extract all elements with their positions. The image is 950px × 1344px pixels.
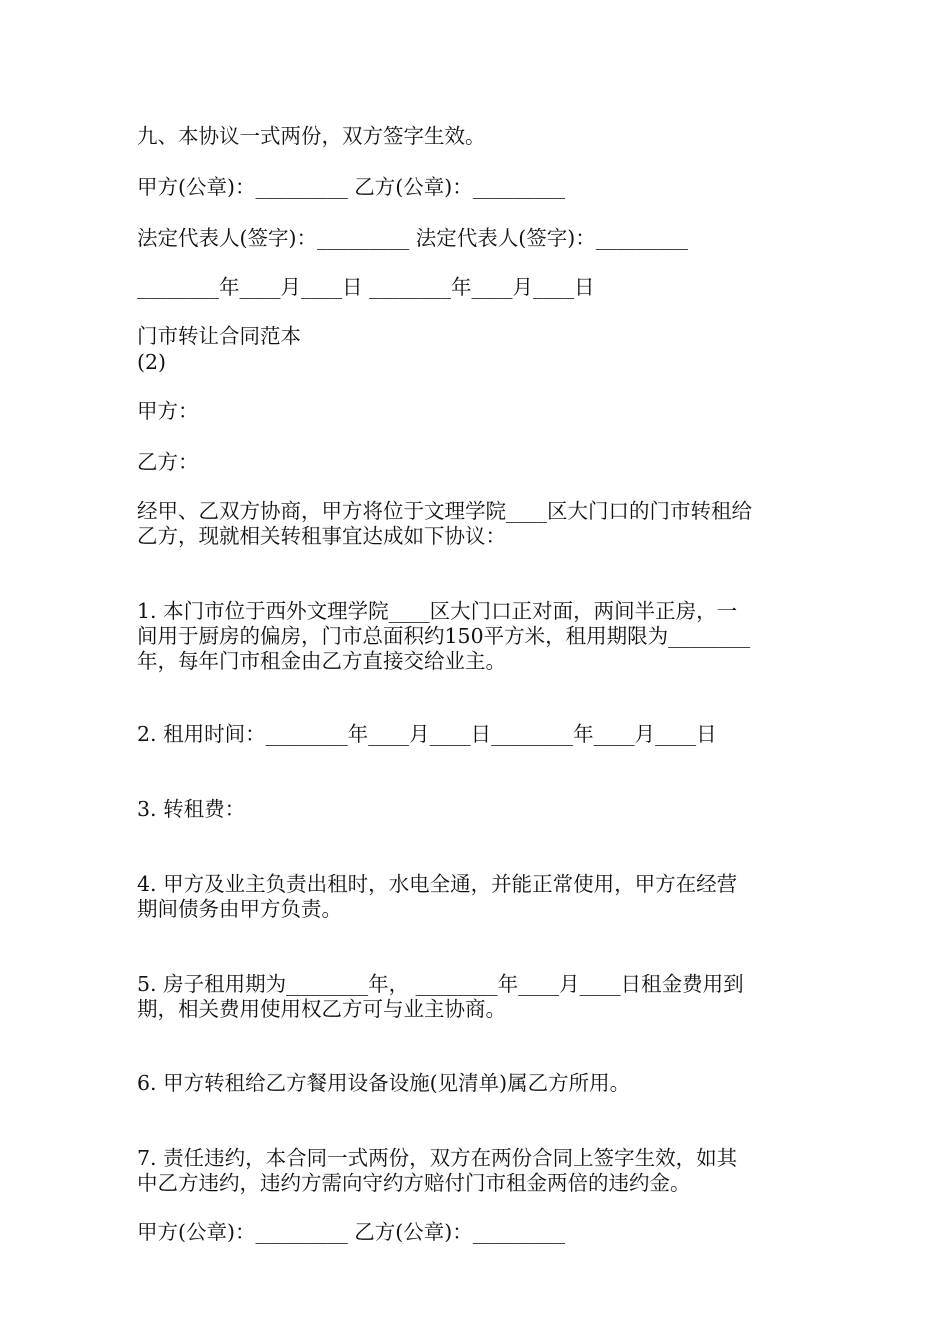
preamble-line-1: 经甲、乙双方协商，甲方将位于文理学院____区大门口的门市转租给 xyxy=(137,499,752,523)
party-b-label: 乙方： xyxy=(137,450,199,474)
clause-1-line-1: 1. 本门市位于西外文理学院____区大门口正对面，两间半正房，一 xyxy=(137,599,738,623)
clause-1-line-3: 年，每年门市租金由乙方直接交给业主。 xyxy=(137,649,506,673)
preamble-line-2: 乙方，现就相关转租事宜达成如下协议： xyxy=(137,524,506,548)
clause-1-line-2: 间用于厨房的偏房，门市总面积约150平方米，租用期限为________ xyxy=(137,624,751,648)
clause-3: 3. 转租费： xyxy=(137,797,246,821)
clause-6: 6. 甲方转租给乙方餐用设备设施(见清单)属乙方所用。 xyxy=(137,1071,631,1095)
clause-4-line-1: 4. 甲方及业主负责出租时，水电全通，并能正常使用，甲方在经营 xyxy=(137,872,738,896)
clause-7-line-1: 7. 责任违约，本合同一式两份，双方在两份合同上签字生效，如其 xyxy=(137,1146,738,1170)
clause-2: 2. 租用时间：________年____月____日________年____月____日 xyxy=(137,722,717,746)
clause-nine: 九、本协议一式两份，双方签字生效。 xyxy=(137,124,486,148)
party-a-label: 甲方： xyxy=(137,399,199,423)
date-line: ________年____月____日 ________年____月____日 xyxy=(137,275,595,299)
clause-5-line-1: 5. 房子租用期为________年， ________年____月____日租金费用到 xyxy=(137,972,744,996)
clause-5-line-2: 期，相关费用使用权乙方可与业主协商。 xyxy=(137,997,506,1021)
seal-line-party-a-b-final: 甲方(公章)：_________ 乙方(公章)：_________ xyxy=(137,1220,566,1244)
legal-representative-line: 法定代表人(签字)：_________ 法定代表人(签字)：_________ xyxy=(137,226,689,250)
seal-line-party-a-b: 甲方(公章)：_________ 乙方(公章)：_________ xyxy=(137,175,566,199)
clause-4-line-2: 期间债务由甲方负责。 xyxy=(137,897,342,921)
document-title: 门市转让合同范本 xyxy=(137,324,301,348)
clause-7-line-2: 中乙方违约，违约方需向守约方赔付门市租金两倍的违约金。 xyxy=(137,1171,691,1195)
document-subtitle: (2) xyxy=(137,350,167,374)
